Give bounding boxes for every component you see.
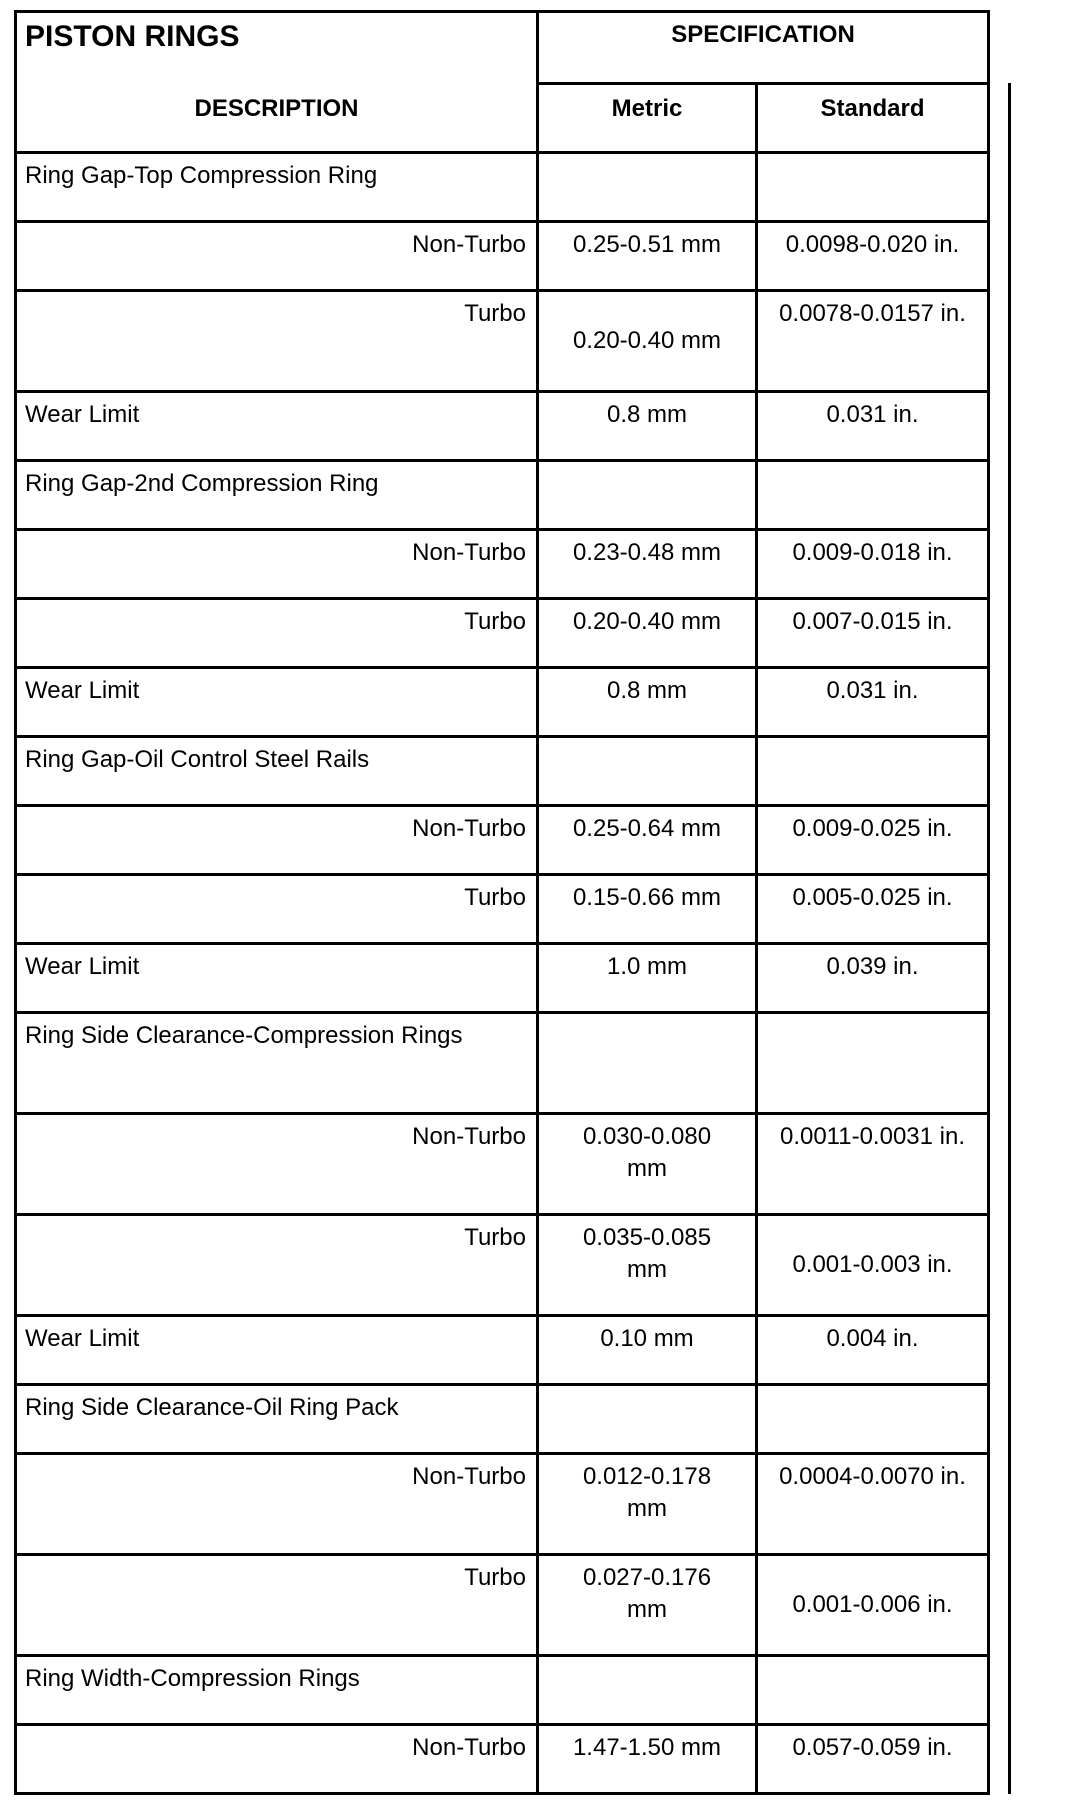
row-description: Non-Turbo: [16, 222, 538, 291]
metric-value: 0.23-0.48 mm: [538, 530, 757, 599]
standard-value: [757, 737, 989, 806]
row-description: Ring Gap-Top Compression Ring: [16, 153, 538, 222]
standard-value: 0.004 in.: [757, 1316, 989, 1385]
metric-value: 1.0 mm: [538, 944, 757, 1013]
row-description: Ring Side Clearance-Compression Rings: [16, 1013, 538, 1114]
metric-value: 0.25-0.51 mm: [538, 222, 757, 291]
metric-value: 0.15-0.66 mm: [538, 875, 757, 944]
metric-value: [538, 1385, 757, 1454]
standard-value: 0.0098-0.020 in.: [757, 222, 989, 291]
table-row: [16, 1114, 1010, 1215]
metric-value: [538, 461, 757, 530]
table-row: [16, 530, 1010, 599]
piston-rings-spec-table: [14, 10, 1011, 1795]
standard-value: 0.001-0.003 in.: [757, 1215, 989, 1316]
metric-value: 0.030-0.080 mm: [538, 1114, 757, 1215]
metric-header: Metric: [538, 83, 757, 153]
right-border-column: [989, 83, 1010, 153]
row-description: Ring Gap-Oil Control Steel Rails: [16, 737, 538, 806]
row-description: Wear Limit: [16, 392, 538, 461]
table-row: [16, 1385, 1010, 1454]
row-description: Non-Turbo: [16, 1114, 538, 1215]
metric-value: 0.012-0.178 mm: [538, 1454, 757, 1555]
metric-value: 0.027-0.176 mm: [538, 1555, 757, 1656]
standard-header: Standard: [757, 83, 989, 153]
standard-value: 0.0011-0.0031 in.: [757, 1114, 989, 1215]
table-row: [16, 1215, 1010, 1316]
table-row: [16, 392, 1010, 461]
specification-header: SPECIFICATION: [538, 12, 989, 84]
row-description: Ring Side Clearance-Oil Ring Pack: [16, 1385, 538, 1454]
description-header: DESCRIPTION: [16, 83, 538, 153]
standard-value: 0.031 in.: [757, 668, 989, 737]
standard-value: [757, 1385, 989, 1454]
metric-value: 0.035-0.085 mm: [538, 1215, 757, 1316]
metric-value: 1.47-1.50 mm: [538, 1725, 757, 1794]
standard-value: 0.0004-0.0070 in.: [757, 1454, 989, 1555]
row-description: Wear Limit: [16, 944, 538, 1013]
metric-value: 0.20-0.40 mm: [538, 599, 757, 668]
standard-value: 0.039 in.: [757, 944, 989, 1013]
standard-value: [757, 1656, 989, 1725]
row-description: Turbo: [16, 1215, 538, 1316]
table-row: [16, 291, 1010, 392]
standard-value: 0.009-0.025 in.: [757, 806, 989, 875]
table-row: [16, 1656, 1010, 1725]
standard-value: 0.001-0.006 in.: [757, 1555, 989, 1656]
metric-value: [538, 737, 757, 806]
row-description: Ring Gap-2nd Compression Ring: [16, 461, 538, 530]
table-row: [16, 737, 1010, 806]
row-description: Non-Turbo: [16, 1454, 538, 1555]
table-row: [16, 806, 1010, 875]
standard-value: 0.057-0.059 in.: [757, 1725, 989, 1794]
standard-value: 0.031 in.: [757, 392, 989, 461]
row-description: Turbo: [16, 291, 538, 392]
table-row: [16, 944, 1010, 1013]
table-row: [16, 1316, 1010, 1385]
table-row: [16, 1454, 1010, 1555]
row-description: Wear Limit: [16, 1316, 538, 1385]
metric-value: 0.8 mm: [538, 668, 757, 737]
metric-value: 0.20-0.40 mm: [538, 291, 757, 392]
row-description: Turbo: [16, 875, 538, 944]
row-description: Non-Turbo: [16, 806, 538, 875]
table-row: [16, 1555, 1010, 1656]
metric-value: [538, 1013, 757, 1114]
row-description: Ring Width-Compression Rings: [16, 1656, 538, 1725]
metric-value: [538, 153, 757, 222]
row-description: Turbo: [16, 1555, 538, 1656]
row-description: Non-Turbo: [16, 530, 538, 599]
standard-value: 0.0078-0.0157 in.: [757, 291, 989, 392]
table-row: [16, 1013, 1010, 1114]
metric-value: [538, 1656, 757, 1725]
standard-value: [757, 461, 989, 530]
standard-value: [757, 1013, 989, 1114]
row-description: Non-Turbo: [16, 1725, 538, 1794]
table-row: [16, 668, 1010, 737]
metric-value: 0.25-0.64 mm: [538, 806, 757, 875]
standard-value: [757, 153, 989, 222]
table-row: [16, 875, 1010, 944]
table-row: [16, 461, 1010, 530]
standard-value: 0.007-0.015 in.: [757, 599, 989, 668]
row-description: Turbo: [16, 599, 538, 668]
table-title: PISTON RINGS: [16, 12, 538, 84]
standard-value: 0.005-0.025 in.: [757, 875, 989, 944]
metric-value: 0.10 mm: [538, 1316, 757, 1385]
metric-value: 0.8 mm: [538, 392, 757, 461]
table-row: [16, 153, 1010, 222]
standard-value: 0.009-0.018 in.: [757, 530, 989, 599]
table-row: [16, 1725, 1010, 1794]
table-row: [16, 599, 1010, 668]
table-row: [16, 222, 1010, 291]
row-description: Wear Limit: [16, 668, 538, 737]
